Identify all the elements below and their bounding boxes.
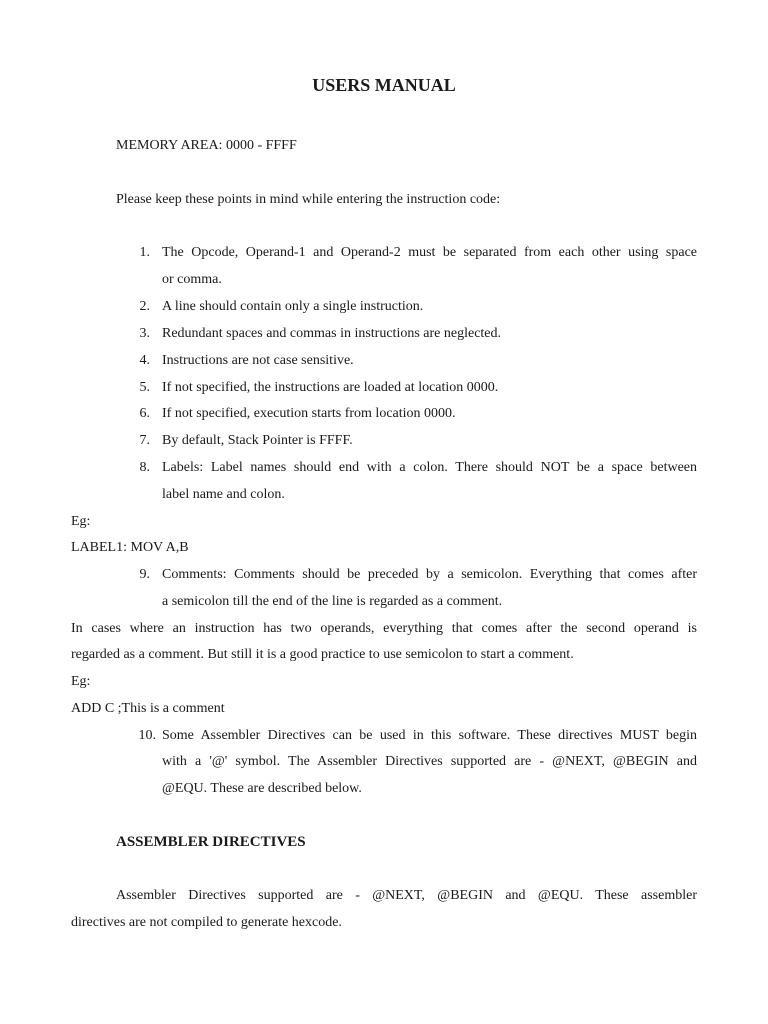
list-item-number: 3.: [139, 326, 150, 341]
paragraph-line: Assembler Directives supported are - @NEXT, @BEGIN and @EQU. These assembler: [116, 888, 697, 903]
list-item-text-cont: or comma.: [162, 272, 222, 287]
list-item-text-cont: a semicolon till the end of the line is regarded as a comment.: [162, 594, 503, 609]
list-item-number: 10.: [138, 728, 156, 743]
list-item-text: Labels: Label names should end with a colon. There should NOT be a space between: [162, 460, 697, 475]
example-code: LABEL1: MOV A,B: [71, 540, 189, 555]
list-item-text: If not specified, the instructions are loaded at location 0000.: [162, 380, 499, 395]
paragraph-line: regarded as a comment. But still it is a good practice to use semicolon to start a comment.: [71, 647, 574, 662]
list-item-number: 9.: [139, 567, 150, 582]
paragraph-line: In cases where an instruction has two operands, everything that comes after the second operand is: [71, 621, 697, 636]
example-label: Eg:: [71, 514, 91, 529]
list-item-text: If not specified, execution starts from location 0000.: [162, 406, 456, 421]
list-item-number: 4.: [139, 353, 150, 368]
list-item-number: 1.: [139, 245, 150, 260]
list-item-text-cont: label name and colon.: [162, 487, 285, 502]
example-label: Eg:: [71, 674, 91, 689]
list-item-number: 6.: [139, 406, 150, 421]
intro-text: Please keep these points in mind while entering the instruction code:: [116, 192, 501, 207]
memory-area-line: MEMORY AREA: 0000 - FFFF: [116, 138, 297, 153]
paragraph-line: directives are not compiled to generate hexcode.: [71, 915, 342, 930]
section-heading: ASSEMBLER DIRECTIVES: [116, 834, 306, 850]
list-item-text-cont: with a '@' symbol. The Assembler Directives supported are - @NEXT, @BEGIN and: [162, 754, 697, 769]
list-item-text: Comments: Comments should be preceded by a semicolon. Everything that comes after: [162, 567, 697, 582]
list-item-number: 2.: [139, 299, 150, 314]
list-item-text-cont: @EQU. These are described below.: [162, 781, 362, 796]
list-item-number: 5.: [139, 380, 150, 395]
list-item-text: The Opcode, Operand-1 and Operand-2 must be separated from each other using space: [162, 245, 697, 260]
list-item-text: By default, Stack Pointer is FFFF.: [162, 433, 353, 448]
list-item-number: 8.: [139, 460, 150, 475]
list-item-text: Redundant spaces and commas in instructions are neglected.: [162, 326, 502, 341]
list-item-text: Instructions are not case sensitive.: [162, 353, 354, 368]
list-item-number: 7.: [139, 433, 150, 448]
list-item-text: A line should contain only a single instruction.: [162, 299, 424, 314]
list-item-text: Some Assembler Directives can be used in this software. These directives MUST begin: [162, 728, 697, 743]
page-title: USERS MANUAL: [312, 75, 456, 95]
example-code: ADD C ;This is a comment: [71, 701, 225, 716]
